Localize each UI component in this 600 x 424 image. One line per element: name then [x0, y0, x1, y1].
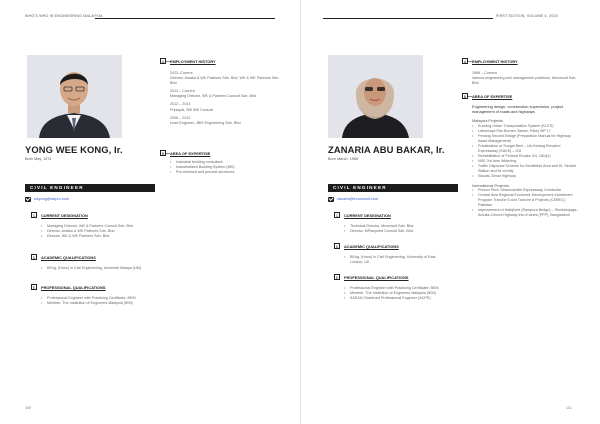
list-item: • Member, The Institution of Engineers Malaysia (IEM)	[344, 291, 446, 296]
email-row	[328, 196, 378, 202]
list-item: • Professional Engineer with Practising Certificate, BEM	[41, 296, 146, 301]
list-item: • NSE 3rd lane Widening	[472, 159, 580, 164]
list-item: • Industrial building consultant	[170, 160, 280, 165]
subheading: Malaysia Projects:	[472, 118, 504, 124]
list-item: • Phnom Penh Sihanoukville Expressway Cambodia	[472, 188, 580, 193]
list-item: • Traffic Dispersal Scheme for Brickfields Area and KL Sentral Station and its vicinity	[472, 164, 580, 174]
designation-section	[334, 212, 446, 234]
list-item: • Member, The Institution of Engineers Malaysia (IEM)	[41, 301, 146, 306]
section-title: ACADEMIC QUALIFICATIONS	[344, 244, 399, 249]
birth-date: Born March, 1966	[328, 157, 359, 161]
professional-section	[334, 274, 446, 301]
section-title: EMPLOYMENT HISTORY	[472, 59, 518, 64]
list-item: • Lebuhraya Pan Borneo Sabah, Pakej WP 17	[472, 129, 580, 134]
designation-section	[31, 212, 146, 239]
section-marker: C	[335, 214, 339, 218]
email-link[interactable]: wkyong@wkpm.com	[34, 197, 69, 201]
section-title: CURRENT DESIGNATION	[344, 213, 391, 218]
email-icon	[328, 197, 334, 202]
list-item: • Penang Second Bridge (Preparation Manual for Highway Asset Management)	[472, 134, 580, 144]
section-title: PROFESSIONAL QUALIFICATIONS	[344, 275, 409, 280]
employment-entry: 2022–Current Director, Astaka & WK Partners Sdn. Bhd, WK & WK Partners Sdn. Bhd	[170, 71, 280, 86]
subheading: International Projects:	[472, 182, 510, 188]
page-number: 100	[25, 406, 31, 410]
running-header: WHO'S WHO IN ENGINEERING MALAYSIA	[25, 14, 103, 18]
list-item: • Pre-stressed and precast structures	[170, 170, 280, 175]
section-marker: A	[463, 60, 467, 64]
list-item: • Rehabilitation of Federal Routes 3/4, 18/4(3)	[472, 154, 580, 159]
email-row	[25, 196, 69, 202]
list-item: • Kuching Urban Transportation System (KUTS)	[472, 124, 580, 129]
role-label: CIVIL ENGINEER	[333, 185, 387, 191]
employment-entry: 2014 – Current Managing Director, WK & Partners Consult Sdn. Bhd	[170, 89, 257, 99]
section-marker: E	[32, 286, 36, 290]
list-item: • Director, MPlanpoint Consult Sdn. Bhd	[344, 229, 446, 234]
list-item: • Improvement of Hatirjheel (Rampura Bridge) – Sheikherjaga–Amulia–Demra Highway into 8 lanes (PPP), Bangladesh	[472, 208, 580, 218]
section-marker: C	[32, 214, 36, 218]
list-item: • BEng. (Hons) in Civil Engineering, University of East London, UK	[344, 255, 446, 265]
section-marker: B	[463, 95, 467, 99]
section-title: ACADEMIC QUALIFICATIONS	[41, 255, 96, 260]
list-item: • Professional Engineer with Practising Certificate, BEM	[344, 286, 446, 291]
list-item: • Director, Astaka & WK Partners Sdn. Bhd	[41, 229, 146, 234]
role-bar	[328, 184, 458, 192]
person-name: YONG WEE KONG, Ir.	[25, 144, 123, 155]
expertise-section	[160, 150, 280, 175]
section-title: AREA OF EXPERTISE	[170, 151, 211, 156]
employment-entry: 1989 – Current Various engineering and management positions, Mrconsult Sdn. Bhd	[472, 71, 577, 86]
expertise-summary: Engineering design, construction supervision, project management of roads and highways	[472, 104, 564, 115]
header-rule	[95, 18, 275, 19]
list-item: • Privatisation of Sungai Besi – Ulu Kelang Elevated Expressway (SUKE) – IC6	[472, 144, 580, 154]
employment-section	[462, 58, 580, 89]
professional-section	[31, 284, 146, 306]
header-rule	[323, 18, 493, 19]
list-item: • Central Asia Regional Economic Development Investment Program Tranche 6 and Tranche 8 Projects (CAREC), Pakistan	[472, 193, 580, 208]
profile-photo	[328, 55, 423, 138]
section-marker: D	[32, 256, 36, 260]
role-bar	[25, 184, 155, 192]
academic-section	[31, 254, 146, 271]
profile-photo	[27, 55, 122, 138]
right-page	[300, 0, 600, 424]
page-number: 101	[566, 406, 572, 410]
section-title: EMPLOYMENT HISTORY	[170, 59, 216, 64]
section-marker: D	[335, 245, 339, 249]
list-item: • Managing Director, WK & Partners Consult Sdn. Bhd	[41, 224, 146, 229]
section-marker: A	[161, 60, 165, 64]
employment-entry: 2006 – 2012 Lead Engineer, JBIS Engineering Sdn. Bhd	[170, 115, 241, 125]
academic-section	[334, 243, 446, 265]
list-item: • BEng. (Hons) in Civil Engineering, Universiti Malaya (UM)	[41, 266, 146, 271]
section-marker: E	[335, 276, 339, 280]
role-label: CIVIL ENGINEER	[30, 185, 84, 191]
running-header: FIRST EDITION, VOLUME 4, 2024	[496, 14, 558, 18]
list-item: • ASEAN Chartered Professional Engineer (ACPE)	[344, 296, 446, 301]
employment-section	[160, 58, 280, 129]
email-link[interactable]: zanaria@mrconsult.com	[337, 197, 378, 201]
section-title: PROFESSIONAL QUALIFICATIONS	[41, 285, 106, 290]
section-title: CURRENT DESIGNATION	[41, 213, 88, 218]
person-name: ZANARIA ABU BAKAR, Ir.	[328, 144, 445, 155]
list-item: • Skudai–Senai Highway	[472, 174, 580, 179]
email-icon	[25, 197, 31, 202]
expertise-section	[462, 93, 580, 218]
employment-entry: 2012 – 2014 Principal, WK IBS Consult	[170, 102, 213, 112]
list-item: • Director, WK & WK Partners Sdn. Bhd	[41, 234, 146, 239]
section-marker: B	[161, 152, 165, 156]
section-title: AREA OF EXPERTISE	[472, 94, 513, 99]
list-item: • Technical Director, Mrconsult Sdn. Bhd	[344, 224, 446, 229]
birth-date: Born May, 1974	[25, 157, 52, 161]
list-item: • Industrialised Building System (IBS)	[170, 165, 280, 170]
